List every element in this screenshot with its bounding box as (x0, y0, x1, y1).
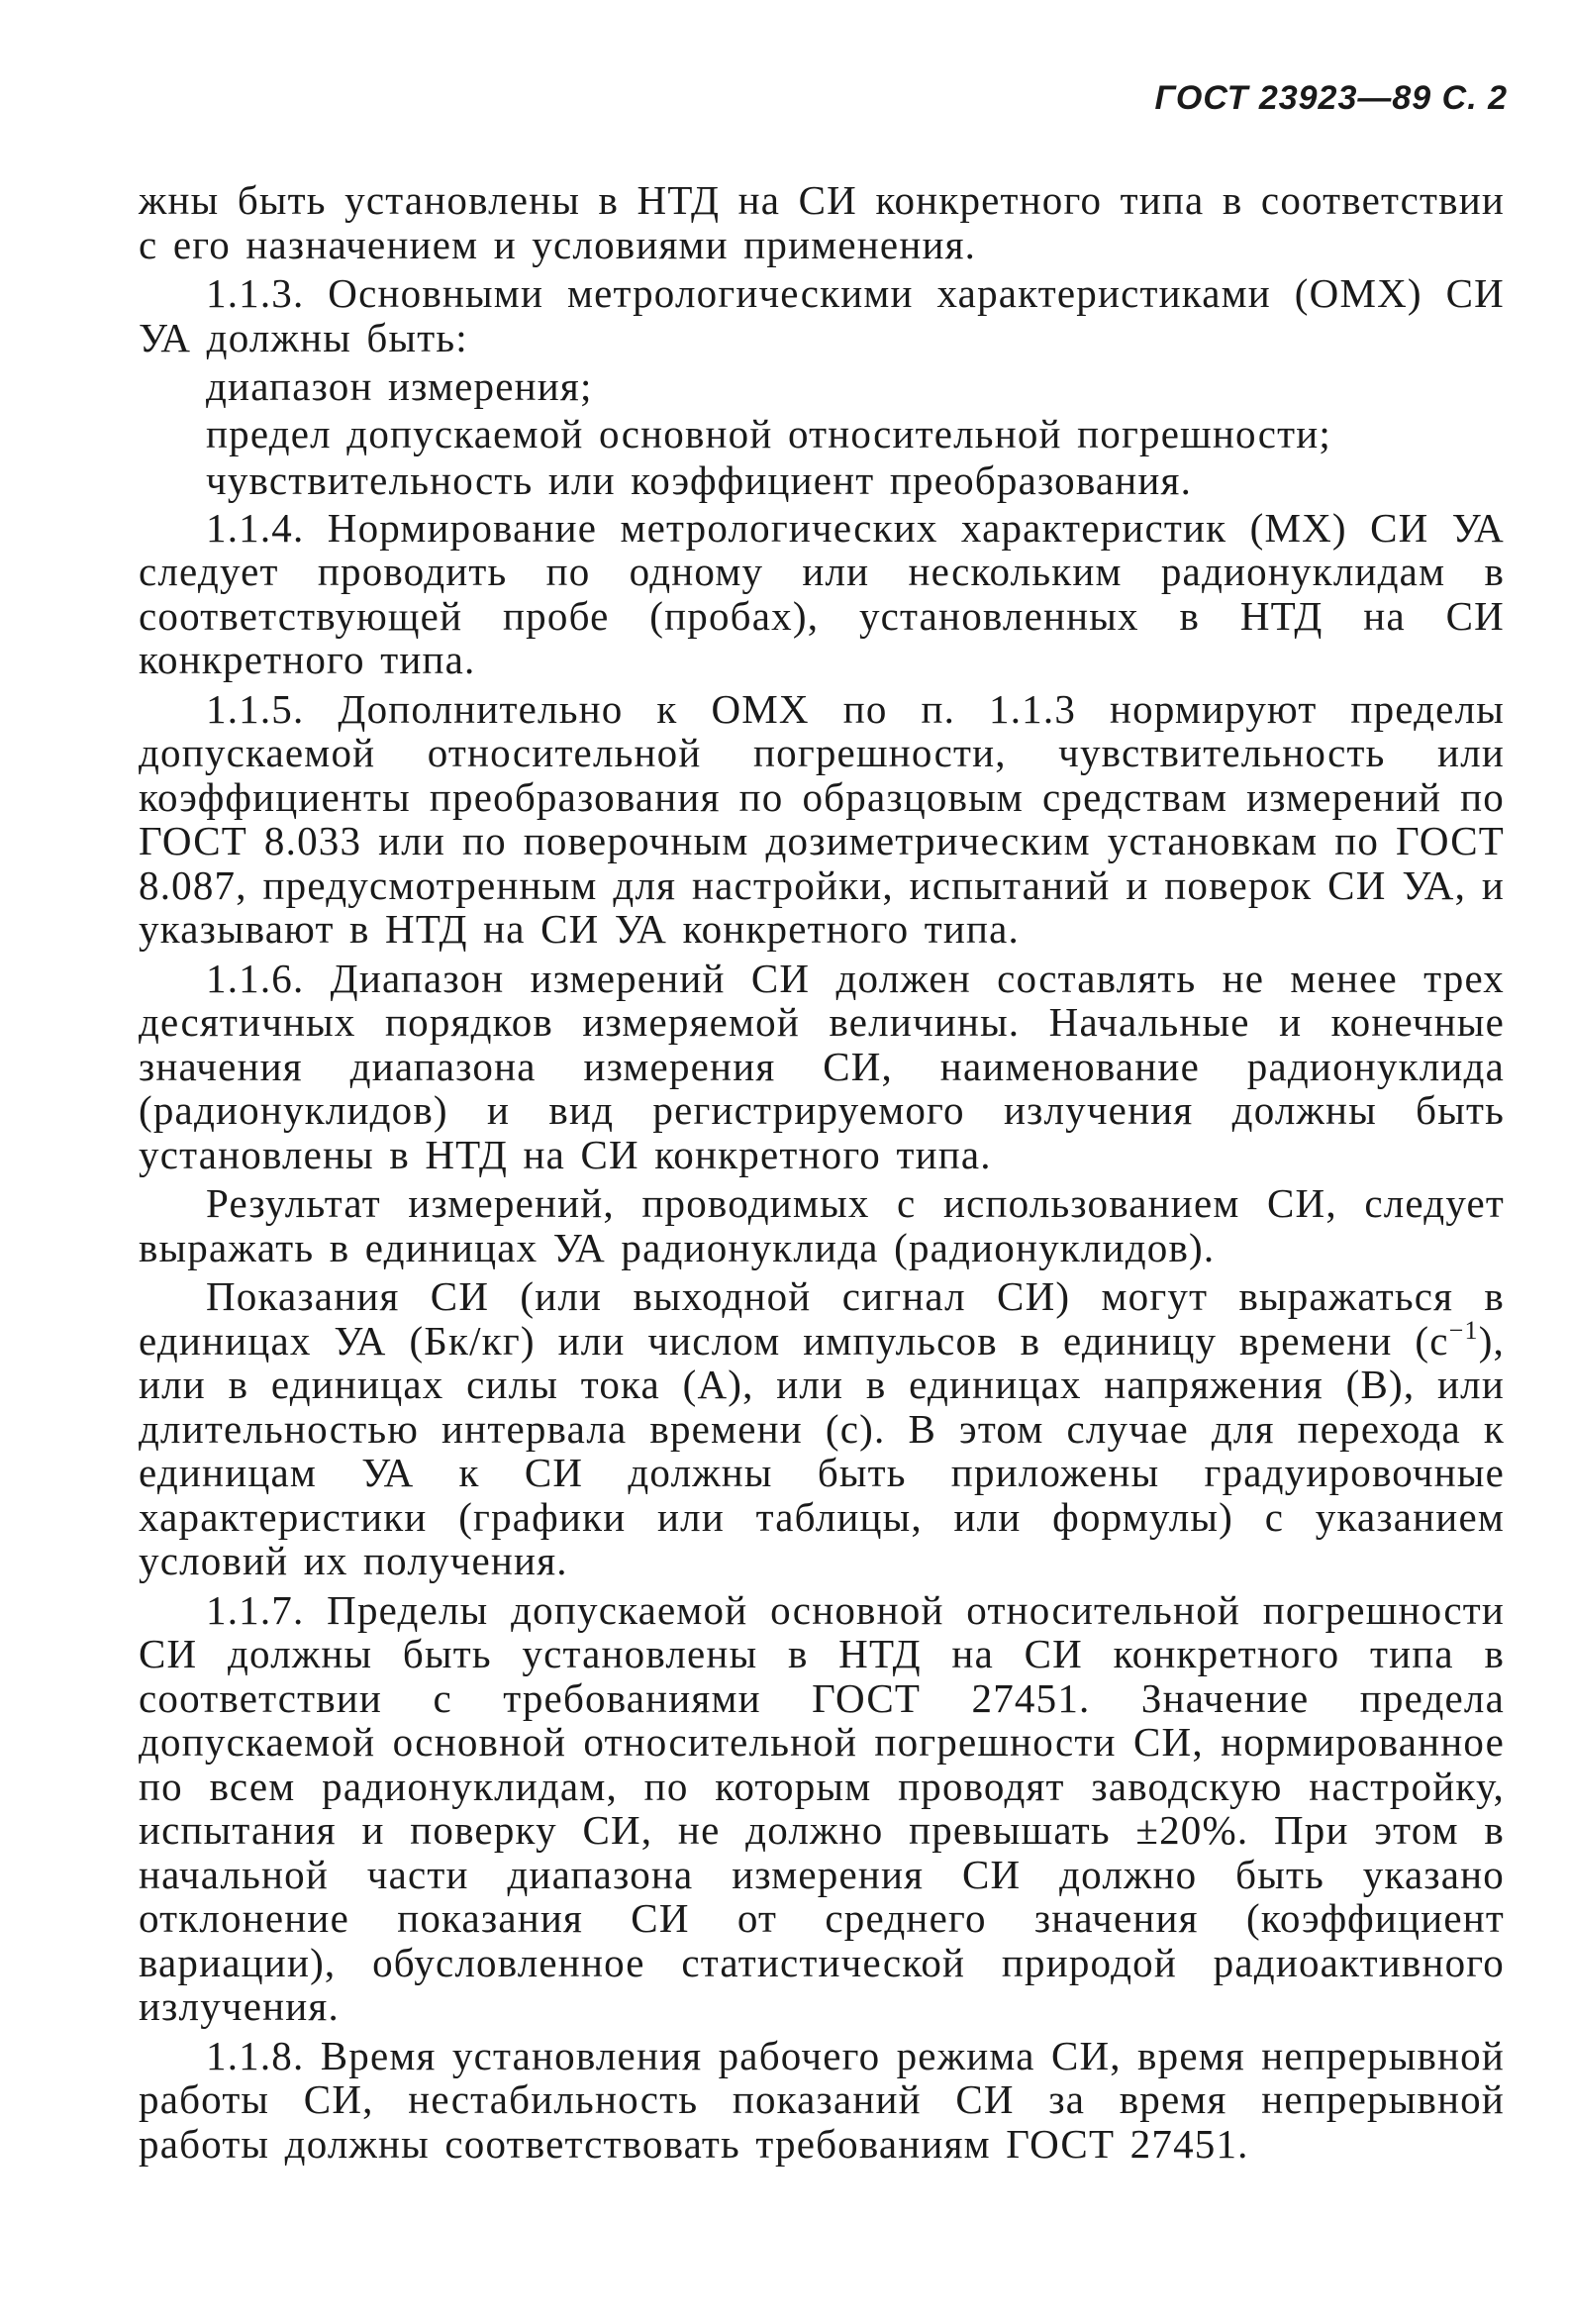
list-item-range: диапазон измерения; (206, 363, 593, 409)
readings-text-start: Показания СИ (или выходной сигнал СИ) могут выражаться в единицах УА (Бк/кг) или числом импульсов в единицу времени (с (139, 1273, 1505, 1364)
paragraph-readings (139, 1274, 1505, 1583)
list-item-error-limit: предел допускаемой основной относительной погрешности; (206, 410, 1331, 456)
running-header: ГОСТ 23923—89 С. 2 (1154, 79, 1508, 117)
paragraph-1-1-5: 1.1.5. Дополнительно к ОМХ по п. 1.1.3 нормируют пределы допускаемой относительной погрешности, чувствительность или коэффициенты преобразования по образцовым средствам измерений по ГОСТ 8.033 или по поверочным дозиметрическим установкам по ГОСТ 8.087, предусмотренным для настройки, испытаний и поверок СИ УА, и указывают в НТД на СИ УА конкретного типа. (139, 685, 1505, 952)
body-text (139, 178, 1505, 2171)
paragraph-1-1-7: 1.1.7. Пределы допускаемой основной относительной погрешности СИ должны быть установлены в НТД на СИ конкретного типа в соответствии с требованиями ГОСТ 27451. Значение предела допускаемой основной относительной погрешности СИ, нормированное по всем радионуклидам, по которым проводят заводскую настройку, испытания и поверку СИ, не должно превышать ±20%. При этом в начальной части диапазона измерения СИ должно быть указано отклонение показания СИ от среднего значения (коэффициент вариации), обусловленное статистической природой радиоактивного излучения. (139, 1586, 1505, 2029)
paragraph-1-1-3: 1.1.3. Основными метрологическими характеристиками (ОМХ) СИ УА должны быть: (139, 270, 1505, 360)
paragraph-1-1-8: 1.1.8. Время установления рабочего режима СИ, время непрерывной работы СИ, нестабильность показаний СИ за время непрерывной работы должны соответствовать требованиям ГОСТ 27451. (139, 2032, 1505, 2167)
readings-text-end: ), или в единицах силы тока (А), или в единицах напряжения (В), или длительностью интервала времени (с). В этом случае для перехода к единицам УА к СИ должны быть приложены градуировочные характеристики (графики или таблицы, или формулы) с указанием условий их получения. (139, 1317, 1505, 1583)
list-item-sensitivity: чувствительность или коэффициент преобразования. (206, 457, 1193, 503)
paragraph-continuation: жны быть установлены в НТД на СИ конкретного типа в соответствии с его назначением и условиями применения. (139, 177, 1505, 267)
exponent-superscript: −1 (1448, 1315, 1479, 1345)
paragraph-result-units: Результат измерений, проводимых с использованием СИ, следует выражать в единицах УА радионуклида (радионуклидов). (139, 1180, 1505, 1270)
paragraph-1-1-6: 1.1.6. Диапазон измерений СИ должен составлять не менее трех десятичных порядков измеряемой величины. Начальные и конечные значения диапазона измерения СИ, наименование радионуклида (радионуклидов) и вид регистрируемого излучения должны быть установлены в НТД на СИ конкретного типа. (139, 955, 1505, 1177)
paragraph-1-1-4: 1.1.4. Нормирование метрологических характеристик (МХ) СИ УА следует проводить по одному или нескольким радионуклидам в соответствующей пробе (пробах), установленных в НТД на СИ конкретного типа. (139, 504, 1505, 682)
